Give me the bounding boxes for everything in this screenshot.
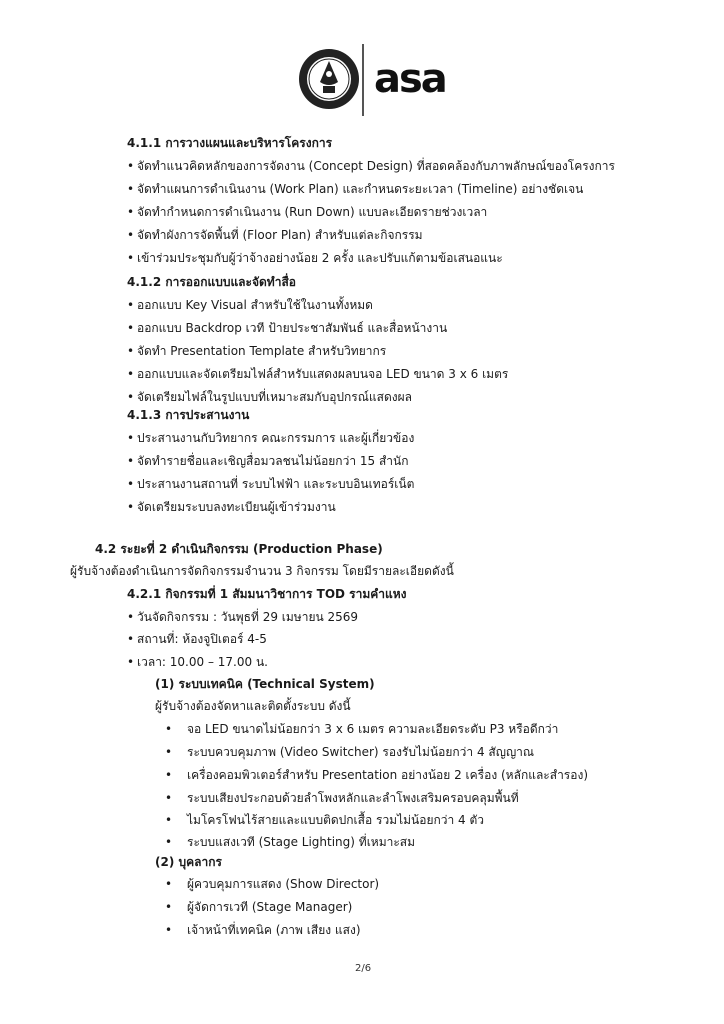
bullet-icon: • [165, 835, 173, 849]
list-item [127, 430, 414, 446]
list-item-text: ผู้จัดการเวที (Stage Manager) [187, 900, 353, 914]
list-item-text: ระบบเสียงประกอบด้วยลำโพงหลักและลำโพงเสริมครอบคลุมพื้นที่ [187, 791, 519, 805]
list-item-text: จัดทำ Presentation Template สำหรับวิทยากร [137, 344, 387, 358]
list-item-text: เวลา: 10.00 – 17.00 น. [137, 655, 268, 669]
bullet-icon: • [165, 813, 173, 827]
list-item [127, 389, 412, 405]
list-item-text: จัดทำผังการจัดพื้นที่ (Floor Plan) สำหรับแต่ละกิจกรรม [137, 228, 423, 242]
list-item-text: ผู้ควบคุมการแสดง (Show Director) [187, 877, 380, 891]
list-item [127, 343, 386, 359]
list-item-text: ระบบแสงเวที (Stage Lighting) ที่เหมาะสม [187, 835, 416, 849]
list-item [127, 366, 508, 382]
list-item-text: จัดทำรายชื่อและเชิญสื่อมวลชนไม่น้อยกว่า 15 สำนัก [137, 454, 409, 468]
section-heading-4-1-2: 4.1.2 การออกแบบและจัดทำสื่อ [127, 275, 296, 289]
list-item [127, 181, 583, 197]
bullet-icon: • [165, 722, 173, 736]
bullet-icon: • [165, 900, 173, 914]
activity-detail-date [127, 609, 358, 625]
section-heading-4-1-1: 4.1.1 การวางแผนและบริหารโครงการ [127, 136, 333, 150]
list-item-text: จัดทำแนวคิดหลักของการจัดงาน (Concept Design) ที่สอดคล้องกับภาพลักษณ์ของโครงการ [137, 159, 615, 173]
list-item-text: ระบบควบคุมภาพ (Video Switcher) รองรับไม่น้อยกว่า 4 สัญญาณ [187, 745, 535, 759]
list-item-text: จัดเตรียมระบบลงทะเบียนผู้เข้าร่วมงาน [137, 500, 336, 514]
list-item-text: จอ LED ขนาดไม่น้อยกว่า 3 x 6 เมตร ความละเอียดระดับ P3 หรือดีกว่า [187, 722, 559, 736]
asa-logo-text: asa [374, 56, 446, 100]
list-item [127, 297, 373, 313]
list-item-text: ประสานงานสถานที่ ระบบไฟฟ้า และระบบอินเทอร์เน็ต [137, 477, 415, 491]
list-item [165, 899, 352, 915]
technical-system-intro: ผู้รับจ้างต้องจัดหาและติดตั้งระบบ ดังนี้ [155, 699, 351, 713]
list-item-text: เจ้าหน้าที่เทคนิค (ภาพ เสียง แสง) [187, 923, 361, 937]
list-item-text: เข้าร่วมประชุมกับผู้ว่าจ้างอย่างน้อย 2 ครั้ง และปรับแก้ตามข้อเสนอแนะ [137, 251, 503, 265]
list-item [127, 250, 503, 266]
activity-detail-time [127, 654, 268, 670]
university-seal-logo [298, 48, 360, 110]
bullet-icon: • [165, 923, 173, 937]
activity-detail-venue [127, 631, 267, 647]
list-item-text: ออกแบบ Key Visual สำหรับใช้ในงานทั้งหมด [137, 298, 373, 312]
logo-divider [362, 44, 364, 116]
list-item [165, 834, 415, 850]
list-item [165, 812, 484, 828]
list-item-text: ไมโครโฟนไร้สายและแบบติดปกเสื้อ รวมไม่น้อยกว่า 4 ตัว [187, 813, 485, 827]
list-item [127, 204, 487, 220]
header-logos [292, 42, 472, 118]
section-heading-4-1-3: 4.1.3 การประสานงาน [127, 408, 250, 422]
bullet-icon: • [165, 745, 173, 759]
page-number: 2/6 [355, 963, 372, 974]
list-item [165, 721, 558, 737]
personnel-heading: (2) บุคลากร [155, 855, 222, 869]
asa-brand-logo [374, 56, 464, 100]
list-item-text: จัดเตรียมไฟล์ในรูปแบบที่เหมาะสมกับอุปกรณ์แสดงผล [137, 390, 412, 404]
list-item-text: จัดทำแผนการดำเนินงาน (Work Plan) และกำหนดระยะเวลา (Timeline) อย่างชัดเจน [137, 182, 584, 196]
list-item-text: ออกแบบและจัดเตรียมไฟล์สำหรับแสดงผลบนจอ LED ขนาด 3 x 6 เมตร [137, 367, 509, 381]
list-item-text: ออกแบบ Backdrop เวที ป้ายประชาสัมพันธ์ และสื่อหน้างาน [137, 321, 448, 335]
list-item-text: วันจัดกิจกรรม : วันพุธที่ 29 เมษายน 2569 [137, 610, 359, 624]
list-item [127, 158, 615, 174]
section-4-2-intro: ผู้รับจ้างต้องดำเนินการจัดกิจกรรมจำนวน 3 กิจกรรม โดยมีรายละเอียดดังนี้ [70, 564, 454, 578]
bullet-icon: • [165, 791, 173, 805]
list-item [127, 499, 336, 515]
list-item [165, 876, 379, 892]
list-item [127, 227, 423, 243]
list-item-text: สถานที่: ห้องจูปิเตอร์ 4-5 [137, 632, 267, 646]
list-item [165, 922, 361, 938]
list-item [127, 320, 447, 336]
list-item [127, 453, 408, 469]
list-item-text: จัดทำกำหนดการดำเนินงาน (Run Down) แบบละเอียดรายช่วงเวลา [137, 205, 488, 219]
list-item-text: ประสานงานกับวิทยากร คณะกรรมการ และผู้เกี่ยวข้อง [137, 431, 415, 445]
list-item [127, 476, 414, 492]
list-item [165, 767, 588, 783]
list-item [165, 790, 519, 806]
technical-system-heading: (1) ระบบเทคนิค (Technical System) [155, 677, 375, 691]
list-item-text: เครื่องคอมพิวเตอร์สำหรับ Presentation อย่างน้อย 2 เครื่อง (หลักและสำรอง) [187, 768, 589, 782]
bullet-icon: • [165, 877, 173, 891]
list-item [165, 744, 534, 760]
activity-1-heading: 4.2.1 กิจกรรมที่ 1 สัมมนาวิชาการ TOD รามคำแหง [127, 587, 407, 601]
section-heading-4-2: 4.2 ระยะที่ 2 ดำเนินกิจกรรม (Production Phase) [95, 542, 383, 556]
bullet-icon: • [165, 768, 173, 782]
